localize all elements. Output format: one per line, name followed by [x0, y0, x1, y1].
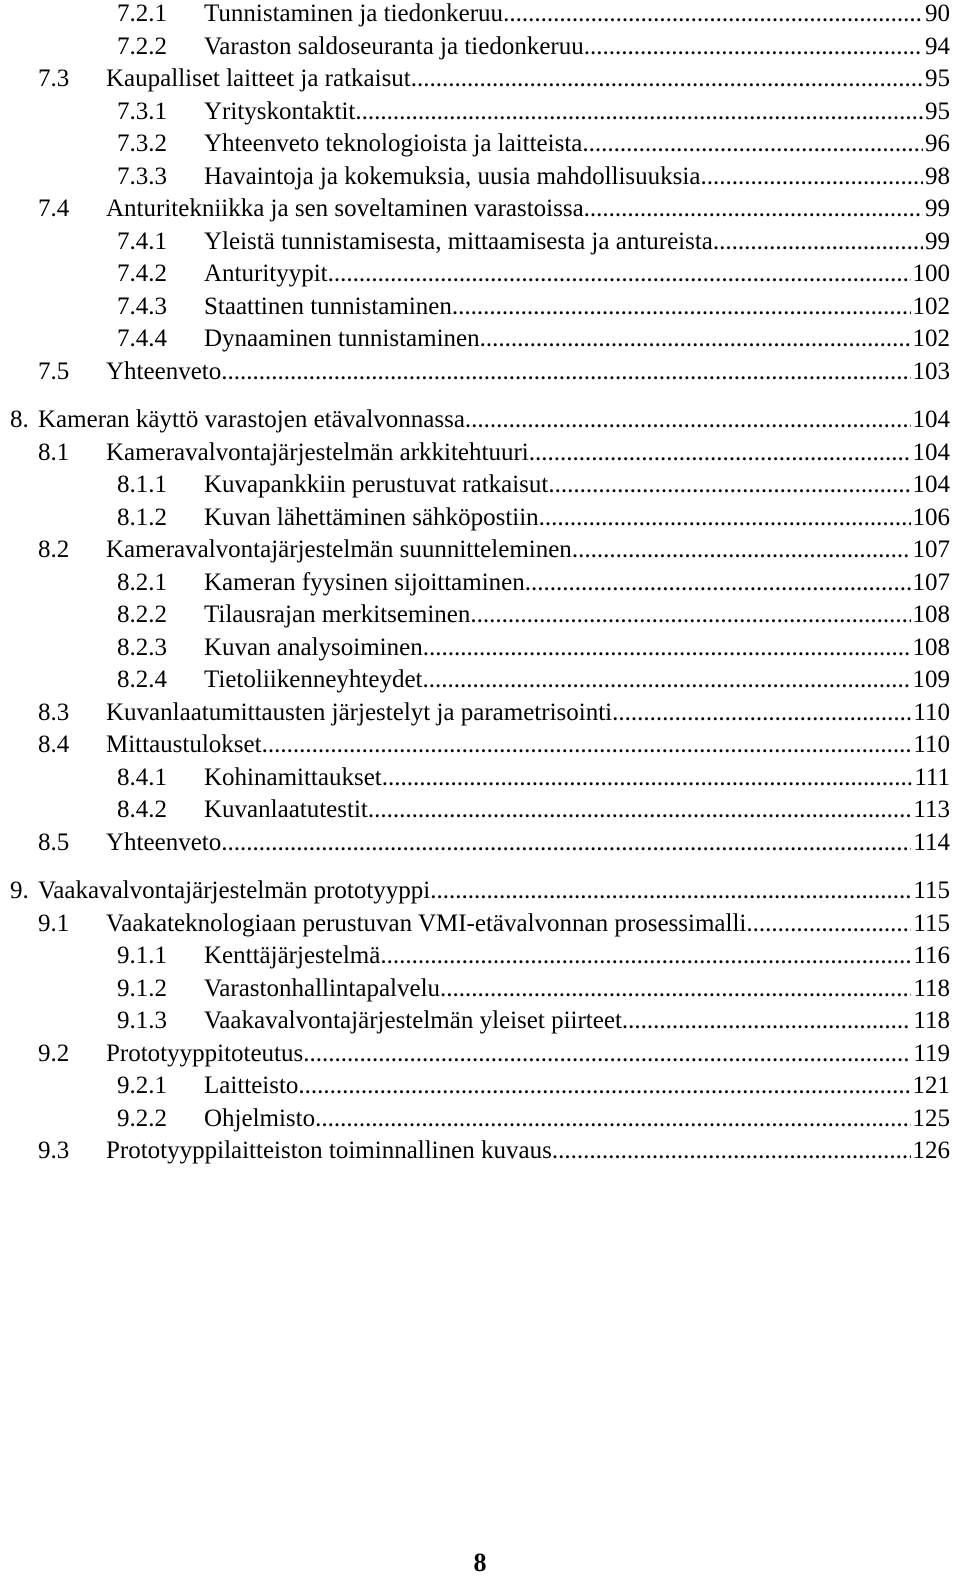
- toc-entry-page: 102: [912, 292, 950, 320]
- toc-entry-page: 119: [913, 1039, 950, 1067]
- toc-entry-title: Varaston saldoseuranta ja tiedonkeruu: [204, 32, 584, 60]
- toc-entry-number: 7.5: [38, 357, 70, 385]
- toc-entry-number: 9.3: [38, 1137, 70, 1164]
- toc-entry-page: 111: [914, 763, 950, 791]
- toc-entry-page: 116: [913, 942, 950, 969]
- toc-entry-title: Kameravalvontajärjestelmän suunnitteleminen: [106, 536, 572, 563]
- toc-entry-number: 8.2: [38, 536, 70, 563]
- toc-entry-number: 7.4.3: [117, 292, 167, 320]
- toc-entry-number: 9.1.3: [117, 1007, 167, 1034]
- toc-entry-number: 8.4: [38, 731, 70, 758]
- toc-entry-page: 118: [913, 974, 950, 1002]
- toc-entry-number: 7.3.1: [117, 97, 167, 125]
- toc-entry-number: 9.2.1: [117, 1072, 167, 1099]
- page-number: 8: [473, 1548, 487, 1577]
- toc-entry-title: Yhteenveto: [106, 357, 222, 385]
- toc-entry-page: 103: [912, 357, 950, 385]
- toc-entry-page: 121: [912, 1072, 950, 1099]
- toc-entry-number: 7.2.2: [117, 32, 167, 60]
- toc-entry-title: Havaintoja ja kokemuksia, uusia mahdollisuuksia: [204, 162, 701, 190]
- toc-entry-number: 8.: [10, 406, 29, 433]
- toc-entry-title: Tietoliikenneyhteydet: [204, 666, 423, 693]
- toc-entry-page: 110: [913, 731, 950, 758]
- toc-entry-title: Yhteenveto: [106, 828, 222, 856]
- toc-entry-page: 95: [925, 97, 950, 125]
- toc-entry-number: 7.3.3: [117, 162, 167, 190]
- toc-entry-number: 8.5: [38, 828, 70, 856]
- toc-entry[interactable]: [0, 823, 950, 863]
- toc-entry-title: Kuvan lähettäminen sähköpostiin: [204, 503, 539, 531]
- toc-entry-title: Kameran käyttö varastojen etävalvonnassa: [38, 406, 465, 433]
- toc-entry-number: 8.4.1: [117, 763, 167, 791]
- toc-entry-number: 7.2.1: [117, 0, 167, 27]
- toc-entry-title: Tunnistaminen ja tiedonkeruu: [204, 0, 504, 27]
- toc-entry-title: Kuvanlaatutestit: [204, 796, 368, 823]
- toc-entry-number: 7.4.4: [117, 325, 167, 352]
- toc-entry-title: Vaakavalvontajärjestelmän prototyyppi: [38, 877, 431, 904]
- toc-entry-number: 8.2.2: [117, 601, 167, 628]
- toc-entry-page: 95: [925, 65, 950, 92]
- toc-entry[interactable]: [0, 352, 950, 392]
- toc-entry-page: 118: [913, 1007, 950, 1034]
- dot-leader: [552, 1131, 911, 1171]
- dot-leader: [221, 823, 911, 863]
- toc-entry-page: 109: [912, 666, 950, 693]
- toc-entry-page: 90: [925, 0, 950, 27]
- toc-entry-title: Kohinamittaukset: [204, 763, 382, 791]
- toc-entry-title: Varastonhallintapalvelu: [204, 974, 441, 1002]
- dot-leader: [221, 352, 910, 392]
- toc-entry-title: Dynaaminen tunnistaminen: [204, 325, 480, 352]
- toc-entry-page: 106: [912, 503, 950, 531]
- toc-entry-page: 108: [912, 601, 950, 628]
- toc-entry-page: 107: [912, 568, 950, 596]
- toc-entry-page: 113: [913, 796, 950, 823]
- toc-entry-title: Kameravalvontajärjestelmän arkkitehtuuri: [106, 438, 529, 466]
- toc-entry[interactable]: [0, 1131, 950, 1171]
- toc-entry-page: 102: [912, 325, 950, 352]
- toc-entry-number: 8.1: [38, 438, 70, 466]
- toc-entry-number: 9.: [10, 877, 29, 904]
- toc-entry-title: Kaupalliset laitteet ja ratkaisut: [106, 65, 411, 92]
- toc-entry-title: Anturitekniikka ja sen soveltaminen varastoissa: [106, 195, 584, 222]
- toc-entry-number: 7.4.2: [117, 260, 167, 287]
- toc-entry-number: 8.4.2: [117, 796, 167, 823]
- toc-entry-title: Tilausrajan merkitseminen: [204, 601, 471, 628]
- toc-entry-page: 114: [913, 828, 950, 856]
- toc-entry-page: 104: [912, 471, 950, 498]
- toc-entry-number: 8.2.1: [117, 568, 167, 596]
- toc-entry-page: 99: [925, 227, 950, 255]
- toc-entry-page: 96: [925, 130, 950, 157]
- toc-entry-number: 7.4.1: [117, 227, 167, 255]
- toc-entry-page: 110: [913, 698, 950, 726]
- toc-entry-page: 107: [912, 536, 950, 563]
- toc-entry-number: 8.2.3: [117, 633, 167, 661]
- toc-entry-number: 8.1.1: [117, 471, 167, 498]
- toc-entry-title: Kuvan analysoiminen: [204, 633, 423, 661]
- toc-entry-number: 7.4: [38, 195, 70, 222]
- toc-entry-number: 7.3: [38, 65, 70, 92]
- toc-entry-title: Ohjelmisto: [204, 1104, 316, 1132]
- toc-entry-title: Staattinen tunnistaminen: [204, 292, 452, 320]
- toc-entry-page: 100: [912, 260, 950, 287]
- toc-entry-page: 104: [912, 406, 950, 433]
- toc-entry-title: Kuvapankkiin perustuvat ratkaisut: [204, 471, 549, 498]
- toc-entry-number: 9.1: [38, 909, 70, 937]
- toc-entry-title: Anturityypit: [204, 260, 328, 287]
- toc-entry-title: Yrityskontaktit: [204, 97, 356, 125]
- toc-entry-title: Prototyyppitoteutus: [106, 1039, 304, 1067]
- toc-entry-number: 9.1.2: [117, 974, 167, 1002]
- toc-entry-number: 9.2.2: [117, 1104, 167, 1132]
- toc-entry-title: Yhteenveto teknologioista ja laitteista: [204, 130, 583, 157]
- toc-entry-page: 126: [912, 1137, 950, 1164]
- toc-entry-number: 9.2: [38, 1039, 70, 1067]
- toc-entry-number: 8.1.2: [117, 503, 167, 531]
- toc-entry-page: 99: [925, 195, 950, 222]
- toc-entry-number: 7.3.2: [117, 130, 167, 157]
- toc-entry-title: Vaakavalvontajärjestelmän yleiset piirteet: [204, 1007, 622, 1034]
- toc-entry-page: 125: [912, 1104, 950, 1132]
- toc-entry-title: Kenttäjärjestelmä: [204, 942, 381, 969]
- toc-entry-title: Mittaustulokset: [106, 731, 262, 758]
- toc-entry-title: Vaakateknologiaan perustuvan VMI-etävalvonnan prosessimalli: [106, 909, 747, 937]
- toc-entry-title: Yleistä tunnistamisesta, mittaamisesta ja antureista: [204, 227, 713, 255]
- toc-entry-number: 8.2.4: [117, 666, 167, 693]
- toc-entry-page: 94: [925, 32, 950, 60]
- toc-entry-title: Kameran fyysinen sijoittaminen: [204, 568, 525, 596]
- toc-entry-page: 115: [913, 877, 950, 904]
- toc-entry-page: 98: [925, 162, 950, 190]
- toc-entry-title: Kuvanlaatumittausten järjestelyt ja parametrisointi: [106, 698, 613, 726]
- toc-entry-number: 8.3: [38, 698, 70, 726]
- toc-entry-page: 108: [912, 633, 950, 661]
- toc-entry-page: 104: [912, 438, 950, 466]
- toc-entry-page: 115: [913, 909, 950, 937]
- toc-entry-number: 9.1.1: [117, 942, 167, 969]
- toc-entry-title: Prototyyppilaitteiston toiminnallinen kuvaus: [106, 1137, 552, 1164]
- toc-entry-title: Laitteisto: [204, 1072, 299, 1099]
